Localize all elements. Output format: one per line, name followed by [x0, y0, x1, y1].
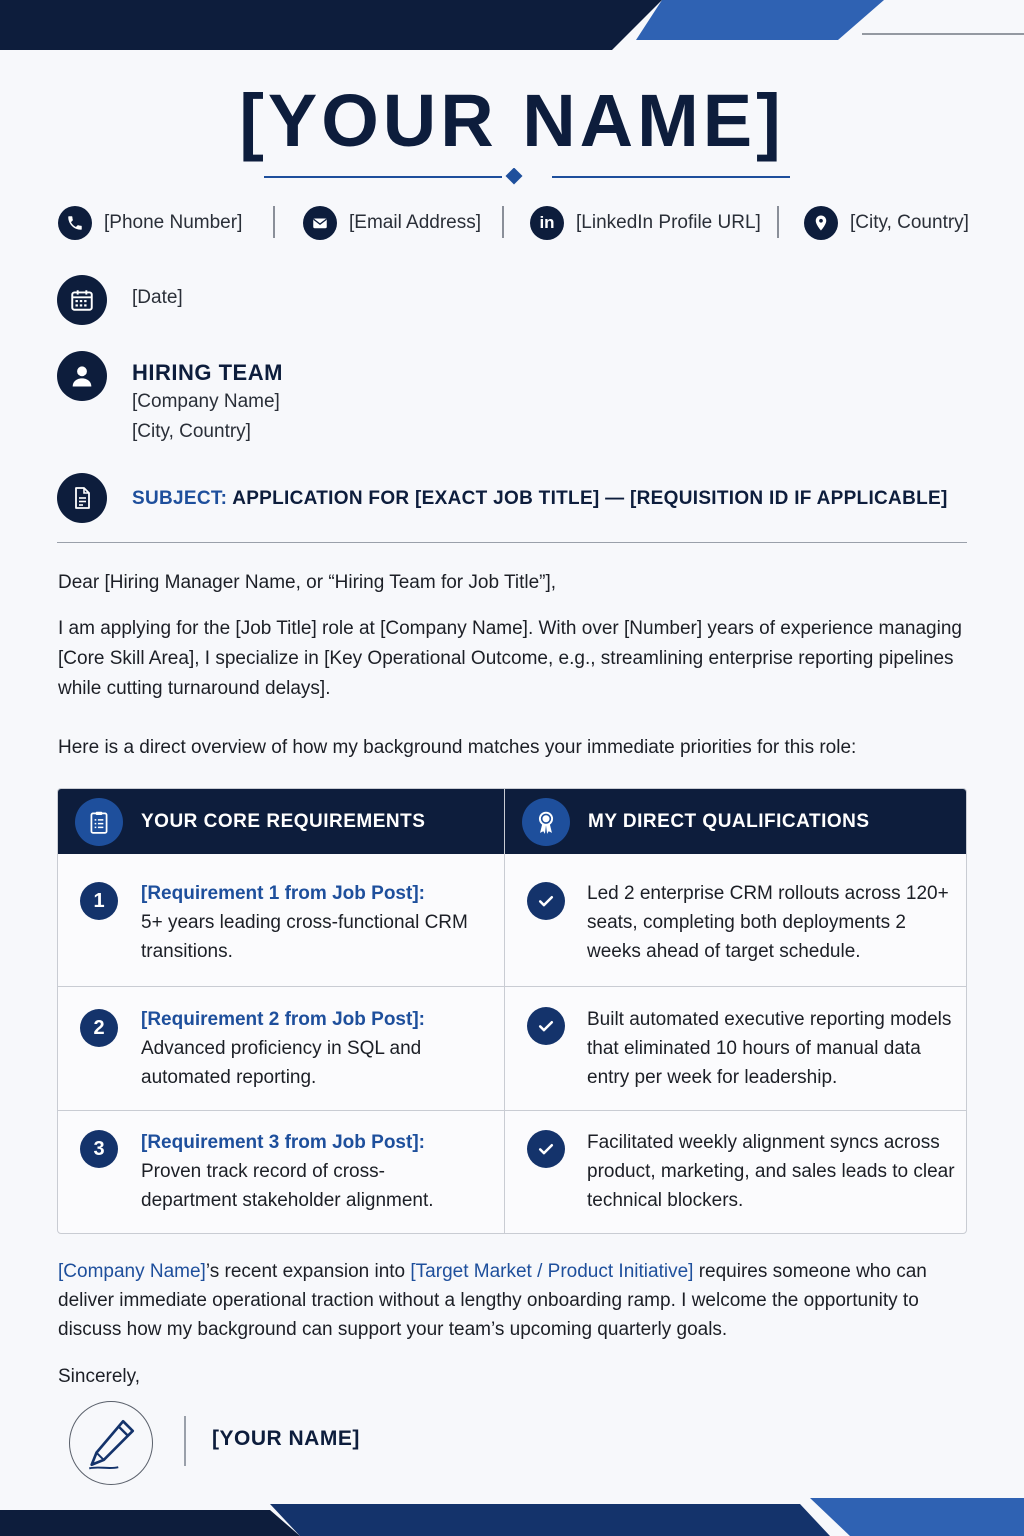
- pen-icon: [69, 1401, 153, 1485]
- envelope-icon: [303, 206, 337, 240]
- qualification-text: Built automated executive reporting models that eliminated 10 hours of manual data entry per week for leadership.: [587, 1009, 952, 1088]
- overview-paragraph: Here is a direct overview of how my background matches your immediate priorities for this role:: [58, 737, 857, 758]
- requirement-text: 5+ years leading cross-functional CRM transitions.: [141, 912, 468, 962]
- checkmark-icon: [527, 882, 565, 920]
- map-pin-icon: [804, 206, 838, 240]
- salutation: Dear [Hiring Manager Name, or “Hiring Team for Job Title”],: [58, 572, 557, 593]
- row-divider: [58, 986, 967, 987]
- recipient-city: [City, Country]: [132, 421, 251, 442]
- subject-line: [132, 488, 948, 510]
- closing-paragraph: [58, 1257, 968, 1344]
- phone-number: [Phone Number]: [104, 212, 243, 233]
- requirement-label: [Requirement 2 from Job Post]:: [141, 1009, 425, 1030]
- requirement-text: Advanced proficiency in SQL and automated reporting.: [141, 1038, 422, 1088]
- requirement-label: [Requirement 3 from Job Post]:: [141, 1132, 425, 1153]
- contact-divider: [273, 206, 275, 238]
- qualifications-header-label: MY DIRECT QUALIFICATIONS: [588, 810, 870, 832]
- location: [City, Country]: [850, 212, 969, 233]
- sign-off: Sincerely,: [58, 1366, 141, 1387]
- row-divider: [58, 1110, 967, 1111]
- award-ribbon-icon: [522, 798, 570, 846]
- phone-icon: [58, 206, 92, 240]
- linkedin-icon: in: [530, 206, 564, 240]
- calendar-icon: [57, 275, 107, 325]
- contact-phone[interactable]: [58, 203, 242, 243]
- contact-divider: [502, 206, 504, 238]
- checkmark-icon: [527, 1007, 565, 1045]
- requirements-header-label: YOUR CORE REQUIREMENTS: [141, 810, 426, 832]
- clipboard-icon: [75, 798, 123, 846]
- requirement-cell: [141, 1128, 481, 1215]
- qualification-text: Led 2 enterprise CRM rollouts across 120+ seats, completing both deployments 2 weeks ahead of target schedule.: [587, 883, 949, 962]
- email-address: [Email Address]: [349, 212, 481, 233]
- name-underline-ornament: [264, 168, 790, 186]
- signature-divider: [184, 1416, 186, 1466]
- intro-paragraph: I am applying for the [Job Title] role at [Company Name]. With over [Number] years of experience managing [Core Skill Area], I specialize in [Key Operational Outcome, e.g., streamlining enterprise reporting pipelines while cutting turnaround delays].: [58, 618, 962, 699]
- requirement-number-badge: 3: [80, 1130, 118, 1168]
- requirement-cell: [141, 1005, 481, 1092]
- requirement-text: Proven track record of cross-department stakeholder alignment.: [141, 1161, 434, 1211]
- letter-date: [Date]: [132, 287, 183, 308]
- requirement-label: [Requirement 1 from Job Post]:: [141, 883, 425, 904]
- contact-linkedin[interactable]: [530, 203, 761, 243]
- document-icon: [57, 473, 107, 523]
- table-header-requirements: [75, 789, 425, 854]
- subject-label: SUBJECT:: [132, 488, 228, 509]
- closing-text-1: ’s recent expansion into: [205, 1261, 411, 1282]
- requirement-number-badge: 2: [80, 1009, 118, 1047]
- contact-email[interactable]: [303, 203, 481, 243]
- checkmark-icon: [527, 1130, 565, 1168]
- contact-divider: [777, 206, 779, 238]
- closing-initiative: [Target Market / Product Initiative]: [410, 1261, 694, 1282]
- requirements-table: [57, 788, 967, 1234]
- applicant-name: [YOUR NAME]: [239, 79, 785, 162]
- table-header-qualifications: [522, 789, 870, 854]
- section-divider: [57, 542, 967, 543]
- contact-location[interactable]: [804, 203, 969, 243]
- user-icon: [57, 351, 107, 401]
- closing-text-2: requires someone who can deliver immediate operational traction without a lengthy onboarding ramp. I welcome the opportunity to discuss how my background can support your team’s upcoming quarterly goals.: [58, 1261, 927, 1340]
- qualification-text: Facilitated weekly alignment syncs across product, marketing, and sales leads to clear technical blockers.: [587, 1132, 955, 1211]
- recipient-company: [Company Name]: [132, 391, 280, 412]
- requirement-cell: [141, 879, 481, 966]
- linkedin-url: [LinkedIn Profile URL]: [576, 212, 761, 233]
- column-divider: [504, 789, 505, 1234]
- subject-text: APPLICATION FOR [EXACT JOB TITLE] — [REQUISITION ID IF APPLICABLE]: [232, 488, 948, 509]
- closing-company: [Company Name]: [58, 1261, 206, 1282]
- requirement-number-badge: 1: [80, 882, 118, 920]
- signature-name: [YOUR NAME]: [212, 1427, 360, 1450]
- recipient-title: HIRING TEAM: [132, 360, 283, 385]
